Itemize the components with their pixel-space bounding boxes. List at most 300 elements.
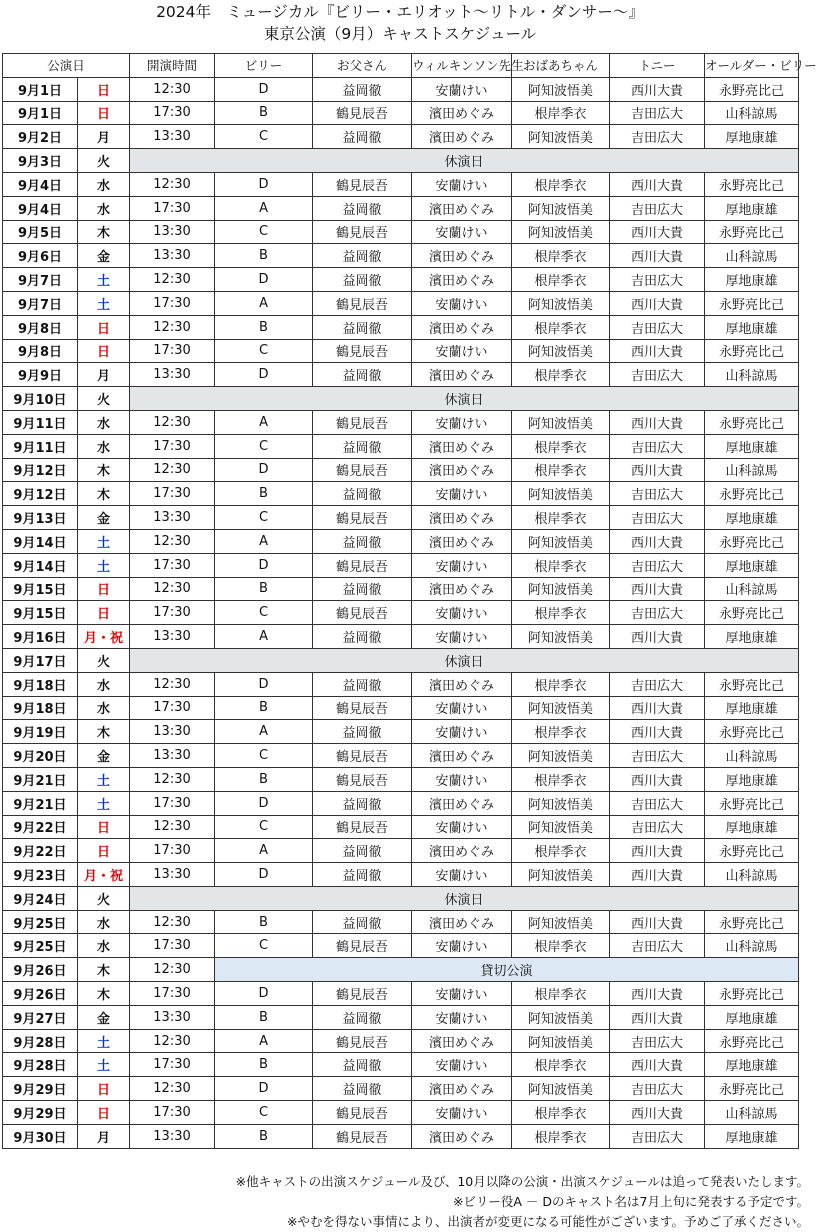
start-time-cell: 12:30 xyxy=(130,815,215,839)
footnote: ※ビリー役A － Dのキャスト名は7月上旬に発表する予定です。 xyxy=(452,1194,809,1209)
weekday-cell: 水 xyxy=(78,910,130,934)
weekday-cell: 木 xyxy=(78,958,130,982)
table-row xyxy=(3,125,799,149)
table-row xyxy=(3,672,799,696)
cast-cell-billy: D xyxy=(215,982,313,1006)
cast-cell-grandma: 根岸季衣 xyxy=(512,553,610,577)
weekday-cell: 金 xyxy=(78,244,130,268)
date-cell: 9月21日 xyxy=(3,791,78,815)
weekday-cell: 木 xyxy=(78,220,130,244)
table-row xyxy=(3,172,799,196)
table-row xyxy=(3,553,799,577)
table-body xyxy=(3,77,799,1148)
cast-cell-mrs-wilkinson: 安蘭けい xyxy=(412,410,512,434)
date-cell: 9月30日 xyxy=(3,1124,78,1148)
weekday-cell: 金 xyxy=(78,744,130,768)
table-row xyxy=(3,982,799,1006)
weekday-cell: 日 xyxy=(78,815,130,839)
cast-cell-tony: 西川大貴 xyxy=(610,982,705,1006)
start-time-cell: 12:30 xyxy=(130,1077,215,1101)
weekday-cell: 月 xyxy=(78,1124,130,1148)
cast-cell-grandma: 根岸季衣 xyxy=(512,601,610,625)
cast-cell-older-billy: 永野亮比己 xyxy=(705,339,799,363)
weekday-cell: 火 xyxy=(78,886,130,910)
date-cell: 9月2日 xyxy=(3,125,78,149)
date-cell: 9月29日 xyxy=(3,1077,78,1101)
cast-cell-tony: 西川大貴 xyxy=(610,458,705,482)
start-time-cell: 12:30 xyxy=(130,77,215,101)
weekday-cell: 土 xyxy=(78,1053,130,1077)
cast-cell-mrs-wilkinson: 濱田めぐみ xyxy=(412,1077,512,1101)
cast-cell-billy: D xyxy=(215,363,313,387)
start-time-cell: 12:30 xyxy=(130,672,215,696)
start-time-cell: 17:30 xyxy=(130,1101,215,1125)
cast-cell-grandma: 阿知波悟美 xyxy=(512,196,610,220)
cast-cell-mrs-wilkinson: 濱田めぐみ xyxy=(412,672,512,696)
date-cell: 9月24日 xyxy=(3,886,78,910)
start-time-cell: 12:30 xyxy=(130,172,215,196)
cast-cell-tony: 西川大貴 xyxy=(610,244,705,268)
cast-cell-tony: 吉田広大 xyxy=(610,101,705,125)
cast-cell-billy: A xyxy=(215,410,313,434)
cast-cell-mrs-wilkinson: 安蘭けい xyxy=(412,601,512,625)
weekday-cell: 水 xyxy=(78,934,130,958)
cast-cell-older-billy: 永野亮比己 xyxy=(705,482,799,506)
table-row xyxy=(3,315,799,339)
table-row xyxy=(3,363,799,387)
cast-cell-grandma: 阿知波悟美 xyxy=(512,220,610,244)
cast-cell-billy: C xyxy=(215,744,313,768)
cast-cell-billy: A xyxy=(215,625,313,649)
date-cell: 9月1日 xyxy=(3,101,78,125)
table-row xyxy=(3,1053,799,1077)
date-cell: 9月8日 xyxy=(3,339,78,363)
table-row xyxy=(3,767,799,791)
cast-cell-mrs-wilkinson: 濱田めぐみ xyxy=(412,101,512,125)
cast-cell-father: 益岡徹 xyxy=(313,720,412,744)
weekday-cell: 月 xyxy=(78,363,130,387)
cast-schedule-table xyxy=(2,53,817,1149)
start-time-cell: 12:30 xyxy=(130,910,215,934)
cast-cell-grandma: 根岸季衣 xyxy=(512,101,610,125)
cast-cell-older-billy: 山科諒馬 xyxy=(705,577,799,601)
header-father: お父さん xyxy=(313,54,412,78)
table-row xyxy=(3,149,799,173)
cast-cell-mrs-wilkinson: 安蘭けい xyxy=(412,696,512,720)
date-cell: 9月20日 xyxy=(3,744,78,768)
start-time-cell: 17:30 xyxy=(130,553,215,577)
start-time-cell: 13:30 xyxy=(130,1005,215,1029)
cast-cell-grandma: 阿知波悟美 xyxy=(512,291,610,315)
cast-cell-older-billy: 厚地康雄 xyxy=(705,196,799,220)
weekday-cell: 日 xyxy=(78,1101,130,1125)
cast-cell-tony: 吉田広大 xyxy=(610,815,705,839)
cast-cell-billy: C xyxy=(215,601,313,625)
table-row xyxy=(3,458,799,482)
cast-cell-mrs-wilkinson: 濱田めぐみ xyxy=(412,125,512,149)
cast-cell-billy: C xyxy=(215,506,313,530)
cast-cell-tony: 西川大貴 xyxy=(610,767,705,791)
weekday-cell: 日 xyxy=(78,601,130,625)
weekday-cell: 金 xyxy=(78,506,130,530)
cast-cell-father: 鶴見辰吾 xyxy=(313,815,412,839)
cast-cell-grandma: 阿知波悟美 xyxy=(512,1029,610,1053)
cast-cell-tony: 吉田広大 xyxy=(610,506,705,530)
start-time-cell: 17:30 xyxy=(130,791,215,815)
cast-cell-father: 益岡徹 xyxy=(313,863,412,887)
cast-cell-older-billy: 山科諒馬 xyxy=(705,458,799,482)
weekday-cell: 木 xyxy=(78,982,130,1006)
weekday-cell: 日 xyxy=(78,339,130,363)
cast-cell-father: 鶴見辰吾 xyxy=(313,934,412,958)
cast-cell-mrs-wilkinson: 安蘭けい xyxy=(412,767,512,791)
cast-cell-older-billy: 永野亮比己 xyxy=(705,410,799,434)
start-time-cell: 12:30 xyxy=(130,315,215,339)
cast-cell-father: 鶴見辰吾 xyxy=(313,1029,412,1053)
cast-cell-billy: D xyxy=(215,458,313,482)
cast-cell-mrs-wilkinson: 安蘭けい xyxy=(412,625,512,649)
cast-cell-billy: D xyxy=(215,1077,313,1101)
cast-cell-mrs-wilkinson: 濱田めぐみ xyxy=(412,910,512,934)
cast-cell-billy: C xyxy=(215,125,313,149)
cast-cell-tony: 吉田広大 xyxy=(610,672,705,696)
start-time-cell: 13:30 xyxy=(130,220,215,244)
weekday-cell: 火 xyxy=(78,149,130,173)
date-cell: 9月28日 xyxy=(3,1029,78,1053)
weekday-cell: 火 xyxy=(78,387,130,411)
cast-cell-tony: 吉田広大 xyxy=(610,744,705,768)
header-billy: ビリー xyxy=(215,54,313,78)
table-row xyxy=(3,696,799,720)
cast-cell-grandma: 根岸季衣 xyxy=(512,363,610,387)
start-time-cell: 13:30 xyxy=(130,363,215,387)
cast-cell-older-billy: 永野亮比己 xyxy=(705,1077,799,1101)
cast-cell-grandma: 阿知波悟美 xyxy=(512,482,610,506)
cast-cell-grandma: 阿知波悟美 xyxy=(512,815,610,839)
start-time-cell: 12:30 xyxy=(130,767,215,791)
cast-cell-older-billy: 永野亮比己 xyxy=(705,720,799,744)
table-row xyxy=(3,506,799,530)
cast-cell-billy: A xyxy=(215,291,313,315)
cast-cell-tony: 西川大貴 xyxy=(610,910,705,934)
cast-cell-older-billy: 永野亮比己 xyxy=(705,601,799,625)
cast-cell-tony: 吉田広大 xyxy=(610,1124,705,1148)
cast-cell-billy: B xyxy=(215,577,313,601)
cast-cell-mrs-wilkinson: 濱田めぐみ xyxy=(412,268,512,292)
start-time-cell: 17:30 xyxy=(130,839,215,863)
cast-cell-billy: B xyxy=(215,101,313,125)
start-time-cell: 13:30 xyxy=(130,744,215,768)
start-time-cell: 13:30 xyxy=(130,125,215,149)
weekday-cell: 月・祝 xyxy=(78,863,130,887)
cast-cell-mrs-wilkinson: 濱田めぐみ xyxy=(412,577,512,601)
table-row xyxy=(3,720,799,744)
start-time-cell: 13:30 xyxy=(130,625,215,649)
cast-cell-older-billy: 厚地康雄 xyxy=(705,1005,799,1029)
cast-cell-billy: B xyxy=(215,1124,313,1148)
table-row xyxy=(3,839,799,863)
date-cell: 9月6日 xyxy=(3,244,78,268)
cast-cell-tony: 西川大貴 xyxy=(610,720,705,744)
table-row xyxy=(3,291,799,315)
start-time-cell: 12:30 xyxy=(130,1029,215,1053)
cast-cell-older-billy: 厚地康雄 xyxy=(705,1124,799,1148)
cast-cell-father: 鶴見辰吾 xyxy=(313,1124,412,1148)
weekday-cell: 月・祝 xyxy=(78,625,130,649)
cast-cell-older-billy: 厚地康雄 xyxy=(705,315,799,339)
cast-cell-mrs-wilkinson: 濱田めぐみ xyxy=(412,458,512,482)
date-cell: 9月26日 xyxy=(3,982,78,1006)
weekday-cell: 金 xyxy=(78,1005,130,1029)
cast-cell-grandma: 根岸季衣 xyxy=(512,268,610,292)
cast-cell-older-billy: 永野亮比己 xyxy=(705,220,799,244)
date-cell: 9月12日 xyxy=(3,458,78,482)
cast-cell-older-billy: 厚地康雄 xyxy=(705,434,799,458)
weekday-cell: 木 xyxy=(78,720,130,744)
date-cell: 9月21日 xyxy=(3,767,78,791)
cast-cell-mrs-wilkinson: 安蘭けい xyxy=(412,77,512,101)
cast-cell-tony: 吉田広大 xyxy=(610,934,705,958)
cast-cell-father: 益岡徹 xyxy=(313,529,412,553)
header-mrs-wilkinson: ウィルキンソン先生 xyxy=(412,54,512,78)
table-row xyxy=(3,601,799,625)
cast-cell-older-billy: 厚地康雄 xyxy=(705,553,799,577)
cast-cell-grandma: 阿知波悟美 xyxy=(512,1077,610,1101)
cast-cell-tony: 西川大貴 xyxy=(610,839,705,863)
date-cell: 9月13日 xyxy=(3,506,78,530)
cast-cell-billy: B xyxy=(215,1053,313,1077)
date-cell: 9月9日 xyxy=(3,363,78,387)
cast-cell-father: 益岡徹 xyxy=(313,244,412,268)
cast-cell-mrs-wilkinson: 安蘭けい xyxy=(412,1005,512,1029)
date-cell: 9月15日 xyxy=(3,577,78,601)
date-cell: 9月17日 xyxy=(3,648,78,672)
cast-cell-grandma: 根岸季衣 xyxy=(512,1124,610,1148)
cast-cell-father: 益岡徹 xyxy=(313,910,412,934)
header-start-time: 開演時間 xyxy=(130,54,215,78)
cast-cell-tony: 西川大貴 xyxy=(610,1053,705,1077)
cast-cell-mrs-wilkinson: 安蘭けい xyxy=(412,172,512,196)
cast-cell-billy: B xyxy=(215,244,313,268)
date-cell: 9月29日 xyxy=(3,1101,78,1125)
cast-cell-billy: B xyxy=(215,1005,313,1029)
cast-cell-grandma: 阿知波悟美 xyxy=(512,125,610,149)
cast-cell-tony: 西川大貴 xyxy=(610,172,705,196)
footnote: ※やむを得ない事情により、出演者が変更になる可能性がございます。予めご了承ください。 xyxy=(287,1214,809,1229)
cast-cell-grandma: 根岸季衣 xyxy=(512,672,610,696)
cast-cell-mrs-wilkinson: 濱田めぐみ xyxy=(412,791,512,815)
table-row xyxy=(3,791,799,815)
cast-cell-billy: C xyxy=(215,1101,313,1125)
weekday-cell: 木 xyxy=(78,458,130,482)
cast-cell-grandma: 根岸季衣 xyxy=(512,1101,610,1125)
table-row xyxy=(3,410,799,434)
cast-cell-billy: C xyxy=(215,220,313,244)
cast-cell-mrs-wilkinson: 安蘭けい xyxy=(412,553,512,577)
cast-cell-mrs-wilkinson: 安蘭けい xyxy=(412,815,512,839)
cast-cell-father: 鶴見辰吾 xyxy=(313,172,412,196)
cast-cell-mrs-wilkinson: 濱田めぐみ xyxy=(412,315,512,339)
start-time-cell: 17:30 xyxy=(130,291,215,315)
weekday-cell: 日 xyxy=(78,101,130,125)
cast-cell-older-billy: 厚地康雄 xyxy=(705,125,799,149)
cast-cell-tony: 吉田広大 xyxy=(610,553,705,577)
date-cell: 9月8日 xyxy=(3,315,78,339)
cast-cell-older-billy: 永野亮比己 xyxy=(705,77,799,101)
cast-cell-grandma: 根岸季衣 xyxy=(512,434,610,458)
cast-cell-older-billy: 永野亮比己 xyxy=(705,291,799,315)
cast-cell-father: 鶴見辰吾 xyxy=(313,696,412,720)
table-row xyxy=(3,387,799,411)
cast-cell-billy: B xyxy=(215,767,313,791)
cast-cell-older-billy: 永野亮比己 xyxy=(705,529,799,553)
cast-cell-tony: 西川大貴 xyxy=(610,1005,705,1029)
cast-cell-tony: 西川大貴 xyxy=(610,625,705,649)
cast-cell-billy: D xyxy=(215,268,313,292)
cast-cell-older-billy: 山科諒馬 xyxy=(705,101,799,125)
date-cell: 9月26日 xyxy=(3,958,78,982)
cast-cell-older-billy: 永野亮比己 xyxy=(705,1029,799,1053)
cast-cell-older-billy: 厚地康雄 xyxy=(705,767,799,791)
cast-cell-father: 益岡徹 xyxy=(313,839,412,863)
cast-cell-grandma: 阿知波悟美 xyxy=(512,744,610,768)
date-cell: 9月18日 xyxy=(3,696,78,720)
date-cell: 9月25日 xyxy=(3,910,78,934)
cast-cell-father: 益岡徹 xyxy=(313,577,412,601)
date-cell: 9月27日 xyxy=(3,1005,78,1029)
cast-cell-tony: 吉田広大 xyxy=(610,1029,705,1053)
table-row xyxy=(3,339,799,363)
cast-cell-billy: B xyxy=(215,910,313,934)
date-cell: 9月5日 xyxy=(3,220,78,244)
start-time-cell: 17:30 xyxy=(130,601,215,625)
cast-cell-older-billy: 山科諒馬 xyxy=(705,934,799,958)
cast-cell-grandma: 根岸季衣 xyxy=(512,1053,610,1077)
cast-cell-grandma: 根岸季衣 xyxy=(512,506,610,530)
cast-cell-father: 鶴見辰吾 xyxy=(313,410,412,434)
weekday-cell: 土 xyxy=(78,529,130,553)
cast-cell-grandma: 根岸季衣 xyxy=(512,934,610,958)
start-time-cell: 13:30 xyxy=(130,1124,215,1148)
start-time-cell: 17:30 xyxy=(130,934,215,958)
start-time-cell: 17:30 xyxy=(130,1053,215,1077)
date-cell: 9月15日 xyxy=(3,601,78,625)
table-row xyxy=(3,744,799,768)
start-time-cell: 17:30 xyxy=(130,101,215,125)
date-cell: 9月1日 xyxy=(3,77,78,101)
cast-cell-older-billy: 永野亮比己 xyxy=(705,791,799,815)
cast-cell-older-billy: 山科諒馬 xyxy=(705,863,799,887)
cast-cell-tony: 吉田広大 xyxy=(610,601,705,625)
table-row xyxy=(3,863,799,887)
weekday-cell: 土 xyxy=(78,791,130,815)
date-cell: 9月7日 xyxy=(3,291,78,315)
start-time-cell: 12:30 xyxy=(130,458,215,482)
cast-cell-tony: 西川大貴 xyxy=(610,339,705,363)
cast-cell-tony: 吉田広大 xyxy=(610,196,705,220)
cast-cell-father: 益岡徹 xyxy=(313,196,412,220)
cast-cell-father: 益岡徹 xyxy=(313,1005,412,1029)
cast-cell-older-billy: 厚地康雄 xyxy=(705,696,799,720)
date-cell: 9月4日 xyxy=(3,196,78,220)
weekday-cell: 水 xyxy=(78,434,130,458)
start-time-cell: 12:30 xyxy=(130,577,215,601)
cast-cell-father: 益岡徹 xyxy=(313,77,412,101)
cast-cell-tony: 西川大貴 xyxy=(610,77,705,101)
table-row xyxy=(3,1077,799,1101)
cast-cell-father: 鶴見辰吾 xyxy=(313,553,412,577)
cast-cell-billy: C xyxy=(215,934,313,958)
cast-cell-mrs-wilkinson: 安蘭けい xyxy=(412,482,512,506)
cast-cell-billy: A xyxy=(215,720,313,744)
start-time-cell: 12:30 xyxy=(130,268,215,292)
date-cell: 9月10日 xyxy=(3,387,78,411)
table-row xyxy=(3,434,799,458)
cast-cell-mrs-wilkinson: 濱田めぐみ xyxy=(412,363,512,387)
cast-cell-billy: D xyxy=(215,863,313,887)
cast-cell-tony: 吉田広大 xyxy=(610,315,705,339)
weekday-cell: 水 xyxy=(78,410,130,434)
cast-cell-father: 鶴見辰吾 xyxy=(313,339,412,363)
cast-cell-mrs-wilkinson: 濱田めぐみ xyxy=(412,506,512,530)
cast-cell-older-billy: 山科諒馬 xyxy=(705,1101,799,1125)
weekday-cell: 日 xyxy=(78,839,130,863)
start-time-cell: 13:30 xyxy=(130,506,215,530)
cast-cell-father: 鶴見辰吾 xyxy=(313,744,412,768)
table-row xyxy=(3,1029,799,1053)
cast-cell-billy: C xyxy=(215,434,313,458)
weekday-cell: 水 xyxy=(78,196,130,220)
weekday-cell: 水 xyxy=(78,696,130,720)
page-title: 2024年 ミュージカル『ビリー・エリオット～リトル・ダンサー～』 xyxy=(156,3,644,21)
weekday-cell: 日 xyxy=(78,315,130,339)
cast-cell-tony: 西川大貴 xyxy=(610,220,705,244)
cast-cell-father: 益岡徹 xyxy=(313,672,412,696)
cast-cell-grandma: 根岸季衣 xyxy=(512,458,610,482)
date-cell: 9月22日 xyxy=(3,815,78,839)
cast-cell-billy: A xyxy=(215,839,313,863)
cast-cell-grandma: 根岸季衣 xyxy=(512,315,610,339)
cast-cell-father: 鶴見辰吾 xyxy=(313,291,412,315)
cast-cell-grandma: 阿知波悟美 xyxy=(512,696,610,720)
start-time-cell: 17:30 xyxy=(130,196,215,220)
cast-cell-grandma: 根岸季衣 xyxy=(512,767,610,791)
cast-cell-grandma: 根岸季衣 xyxy=(512,982,610,1006)
cast-cell-father: 鶴見辰吾 xyxy=(313,982,412,1006)
cast-cell-older-billy: 永野亮比己 xyxy=(705,982,799,1006)
cast-cell-grandma: 阿知波悟美 xyxy=(512,339,610,363)
footnotes xyxy=(236,1172,809,1232)
cast-cell-grandma: 阿知波悟美 xyxy=(512,77,610,101)
weekday-cell: 土 xyxy=(78,553,130,577)
cast-cell-older-billy: 山科諒馬 xyxy=(705,363,799,387)
cast-cell-older-billy: 山科諒馬 xyxy=(705,244,799,268)
start-time-cell: 13:30 xyxy=(130,863,215,887)
table-row xyxy=(3,815,799,839)
cast-cell-father: 益岡徹 xyxy=(313,315,412,339)
table-row xyxy=(3,220,799,244)
cast-cell-billy: C xyxy=(215,339,313,363)
cast-cell-mrs-wilkinson: 安蘭けい xyxy=(412,934,512,958)
table-row xyxy=(3,244,799,268)
weekday-cell: 土 xyxy=(78,291,130,315)
cast-cell-older-billy: 厚地康雄 xyxy=(705,1053,799,1077)
cast-cell-tony: 吉田広大 xyxy=(610,125,705,149)
cast-cell-tony: 西川大貴 xyxy=(610,291,705,315)
cast-cell-tony: 吉田広大 xyxy=(610,268,705,292)
cast-cell-older-billy: 山科諒馬 xyxy=(705,744,799,768)
start-time-cell: 12:30 xyxy=(130,958,215,982)
